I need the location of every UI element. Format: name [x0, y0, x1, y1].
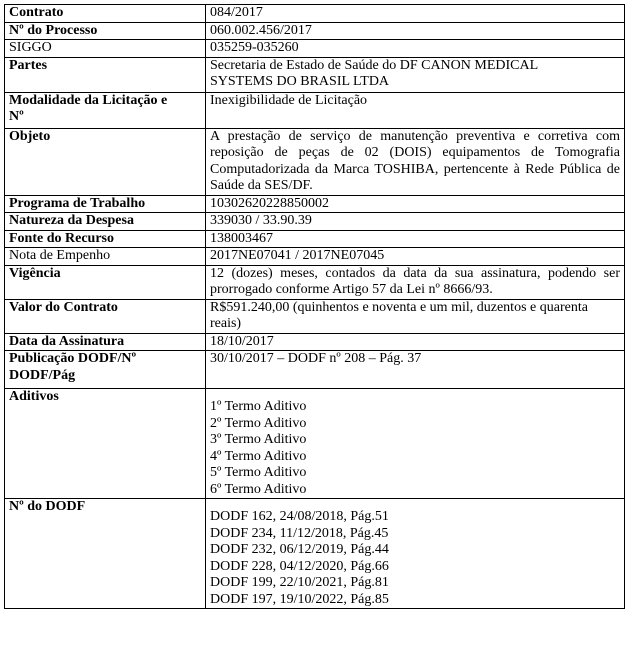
value-empenho: 2017NE07041 / 2017NE07045 — [206, 248, 625, 266]
row-objeto — [5, 128, 625, 195]
modalidade-label-line: Nº — [9, 109, 24, 124]
label-partes: Partes — [5, 57, 206, 92]
value-contrato: 084/2017 — [206, 5, 625, 23]
value-data: 18/10/2017 — [206, 333, 625, 351]
label-programa: Programa de Trabalho — [5, 195, 206, 213]
value-modalidade: Inexigibilidade de Licitação — [206, 92, 625, 128]
dodf-item: DODF 197, 19/10/2022, Pág.85 — [210, 591, 389, 607]
row-dodf — [5, 499, 625, 609]
row-valor — [5, 299, 625, 333]
modalidade-label-line: Modalidade da Licitação e — [9, 92, 168, 108]
value-dodf — [206, 499, 625, 609]
dodf-item: DODF 199, 22/10/2021, Pág.81 — [210, 575, 389, 590]
aditivo-item: 3º Termo Aditivo — [210, 432, 307, 447]
row-publicacao — [5, 351, 625, 389]
value-fonte: 138003467 — [206, 230, 625, 248]
label-objeto: Objeto — [5, 128, 206, 195]
contract-table — [4, 4, 625, 609]
aditivo-item: 1º Termo Aditivo — [210, 399, 307, 414]
row-siggo — [5, 40, 625, 58]
label-data: Data da Assinatura — [5, 333, 206, 351]
row-vigencia — [5, 265, 625, 299]
dodf-item: DODF 234, 11/12/2018, Pág.45 — [210, 525, 389, 541]
row-contrato — [5, 5, 625, 23]
label-natureza: Natureza da Despesa — [5, 213, 206, 231]
publicacao-label-line: DODF/Pág — [9, 367, 76, 383]
partes-line: Secretaria de Estado de Saúde do DF CANON MEDICAL — [210, 57, 539, 73]
row-partes — [5, 57, 625, 92]
aditivo-item: 2º Termo Aditivo — [210, 415, 307, 431]
dodf-item: DODF 162, 24/08/2018, Pág.51 — [210, 509, 389, 524]
value-processo: 060.002.456/2017 — [206, 22, 625, 40]
label-publicacao — [5, 351, 206, 389]
value-aditivos — [206, 389, 625, 499]
dodf-item: DODF 228, 04/12/2020, Pág.66 — [210, 558, 389, 574]
label-contrato: Contrato — [5, 5, 206, 23]
label-fonte: Fonte do Recurso — [5, 230, 206, 248]
row-data — [5, 333, 625, 351]
value-programa: 10302620228850002 — [206, 195, 625, 213]
value-siggo: 035259-035260 — [206, 40, 625, 58]
label-dodf: Nº do DODF — [5, 499, 206, 609]
label-aditivos: Aditivos — [5, 389, 206, 499]
row-natureza — [5, 213, 625, 231]
value-vigencia: 12 (dozes) meses, contados da data da sua assinatura, podendo ser prorrogado conforme Artigo 57 da Lei nº 8666/93. — [206, 265, 625, 299]
label-vigencia: Vigência — [5, 265, 206, 299]
partes-line: SYSTEMS DO BRASIL LTDA — [210, 74, 390, 89]
aditivo-item: 6º Termo Aditivo — [210, 481, 307, 497]
value-publicacao: 30/10/2017 – DODF nº 208 – Pág. 37 — [206, 351, 625, 389]
row-empenho — [5, 248, 625, 266]
value-valor: R$591.240,00 (quinhentos e noventa e um mil, duzentos e quarenta reais) — [206, 299, 625, 333]
label-processo: Nº do Processo — [5, 22, 206, 40]
label-valor: Valor do Contrato — [5, 299, 206, 333]
row-fonte — [5, 230, 625, 248]
value-natureza: 339030 / 33.90.39 — [206, 213, 625, 231]
label-empenho: Nota de Empenho — [5, 248, 206, 266]
row-programa — [5, 195, 625, 213]
aditivo-item: 5º Termo Aditivo — [210, 465, 307, 480]
aditivo-item: 4º Termo Aditivo — [210, 448, 307, 464]
publicacao-label-line: Publicação DODF/Nº — [9, 351, 137, 366]
label-modalidade — [5, 92, 206, 128]
value-objeto: A prestação de serviço de manutenção preventiva e corretiva com reposição de peças de 02 (DOIS) equipamentos de Tomografia Computadorizada da Marca TOSHIBA, pertencente à Rede Pública de Saúde da SES/DF. — [206, 128, 625, 195]
dodf-item: DODF 232, 06/12/2019, Pág.44 — [210, 542, 389, 557]
row-modalidade — [5, 92, 625, 128]
row-aditivos — [5, 389, 625, 499]
row-processo — [5, 22, 625, 40]
value-partes — [206, 57, 625, 92]
label-siggo: SIGGO — [5, 40, 206, 58]
